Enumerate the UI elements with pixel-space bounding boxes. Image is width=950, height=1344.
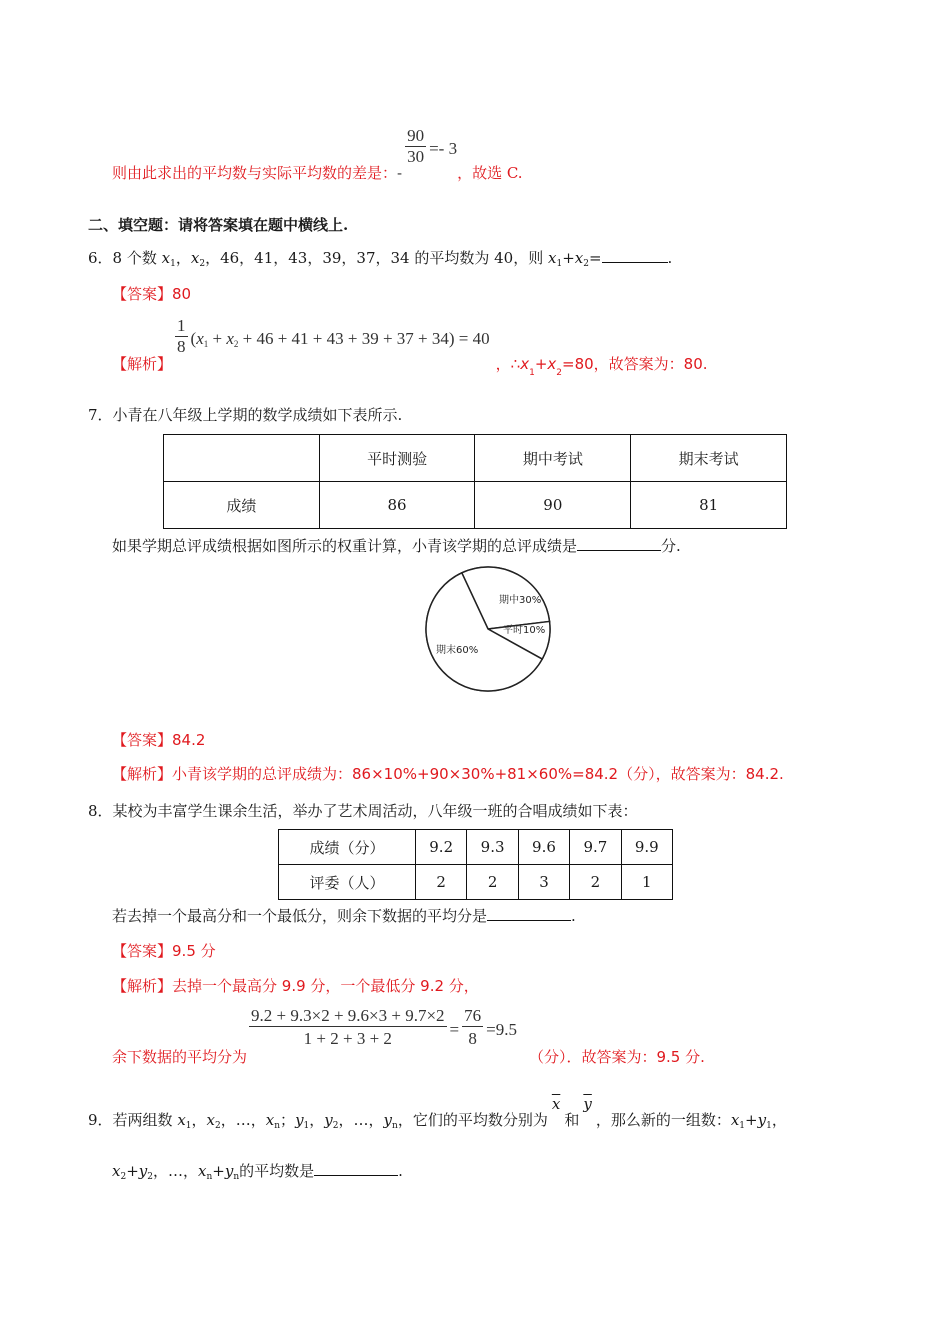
q6-line: 6．8 个数 $x_1$，$x_2$，46，41，43，39，37，34 的平均数为 40，则 $x_1+x_2=$ .	[88, 249, 673, 269]
q6-fraction: $\frac{1}{8}$	[177, 316, 186, 356]
pie-label-final: 期末60%	[436, 645, 479, 656]
q7-number: 7．	[88, 406, 113, 424]
q7-score-table	[163, 434, 787, 529]
q8-analysis-line2: 余下数据的平均分为 $\frac{9.2 + 9.3\times 2 + 9.6\times 3 + 9.7\times 2}{1 + 2 + 3 + 2}$ = $\frac{76}{8}$ =9.5（分）．故答案为：9.5 分.	[112, 1006, 705, 1066]
q8-answer-blank[interactable]	[487, 906, 571, 921]
q6-analysis: 【解析】 $\frac{1}{8}$ $(x_1 + x_2 + 46 + 41 + 43 + 39 + 37 + 34) = 40$，$\therefore x_1+x_2=80$，故答案为：80.	[112, 316, 708, 378]
q8-line: 8．某校为丰富学生课余生活，举办了艺术周活动，八年级一班的合唱成绩如下表：	[88, 802, 638, 820]
q8-question: 若去掉一个最高分和一个最低分，则余下数据的平均分是 .	[112, 907, 576, 925]
q8-score-table	[278, 829, 673, 900]
q9-number: 9．	[88, 1111, 113, 1129]
x-bar: $\overline{x}$	[551, 1095, 561, 1113]
pie-label-regular: 平时10%	[503, 625, 546, 636]
q6-answer: 【答案】80	[112, 285, 192, 303]
q8-fraction: $\frac{9.2 + 9.3\times 2 + 9.6\times 3 + 9.7\times 2}{1 + 2 + 3 + 2}$	[251, 1006, 445, 1048]
q8-answer: 【答案】9.5 分	[112, 942, 216, 960]
q6-answer-blank[interactable]	[602, 248, 668, 263]
q9-answer-blank[interactable]	[314, 1161, 398, 1176]
q7-analysis: 【解析】小青该学期的总评成绩为：86×10%+90×30%+81×60%=84.2（分），故答案为：84.2.	[112, 765, 784, 783]
top-fraction: $\frac{90}{30}$	[407, 126, 425, 166]
top-solution-line: 则由此求出的平均数与实际平均数的差是：- $\frac{90}{30}$ =- 3，故选 C.	[112, 126, 523, 182]
q7-line: 7．小青在八年级上学期的数学成绩如下表所示.	[88, 406, 403, 424]
table-row: 评委（人） 2 2 3 2 1	[279, 865, 673, 900]
table-row: 成绩（分） 9.2 9.3 9.6 9.7 9.9	[279, 830, 673, 865]
section-heading: 二、填空题：请将答案填在题中横线上.	[88, 216, 349, 234]
q6-number: 6．	[88, 249, 113, 267]
top-solution-lead: 则由此求出的平均数与实际平均数的差是：	[112, 163, 398, 182]
q7-answer: 【答案】84.2	[112, 731, 206, 749]
q9-line1: 9．若两组数 $x_1$，$x_2$，…，$x_n$；$y_1$，$y_2$，…，$y_n$，它们的平均数分别为$\overline{x}$和$\overline{y}$，那么新的一组数：$x_1+y_1$，	[88, 1095, 787, 1131]
q7-answer-blank[interactable]	[577, 536, 661, 551]
weight-pie-chart	[423, 563, 555, 695]
q6-formula: $(x_1 + x_2 + 46 + 41 + 43 + 39 + 37 + 34) = 40$	[190, 329, 490, 349]
q7-question: 如果学期总评成绩根据如图所示的权重计算，小青该学期的总评成绩是 分.	[112, 537, 681, 555]
q9-line2: $x_2+y_2$，…，$x_n+y_n$的平均数是 .	[112, 1162, 403, 1182]
q8-analysis-line1: 【解析】去掉一个最高分 9.9 分，一个最低分 9.2 分，	[112, 977, 479, 995]
table-row: 成绩 86 90 81	[164, 482, 787, 529]
table-row: 平时测验 期中考试 期末考试	[164, 435, 787, 482]
y-bar: $\overline{y}$	[583, 1095, 592, 1113]
q8-fraction-result: $\frac{76}{8}$	[464, 1006, 482, 1048]
q8-number: 8．	[88, 802, 113, 820]
pie-label-midterm: 期中30%	[499, 595, 542, 606]
